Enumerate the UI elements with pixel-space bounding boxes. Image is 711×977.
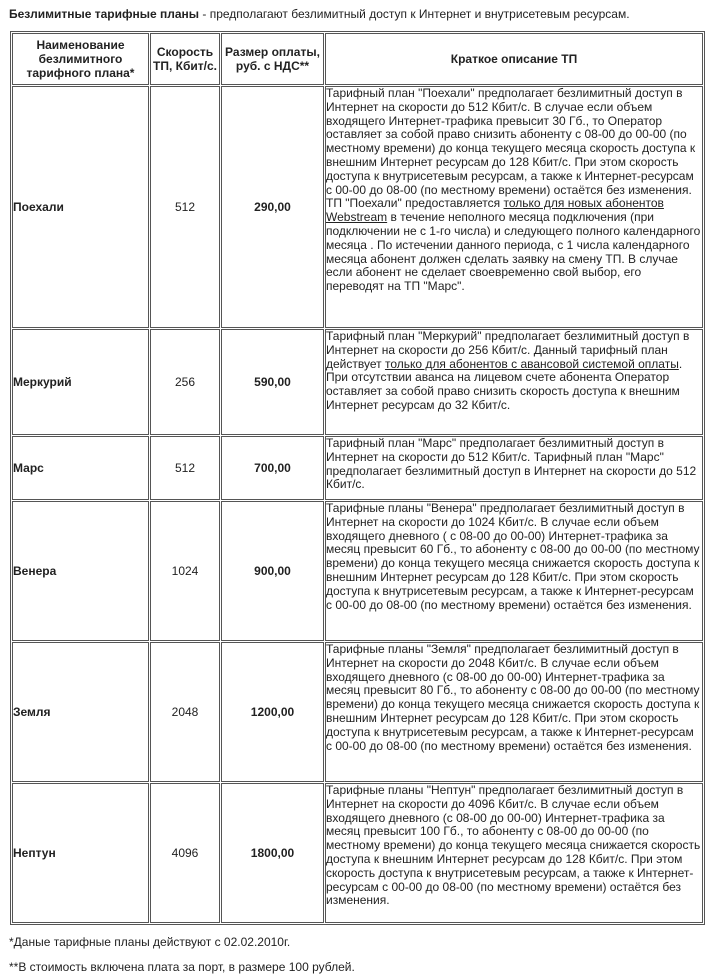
plan-speed: 512 [150,436,220,500]
plan-name: Меркурий [12,329,149,435]
plan-name: Венера [12,501,149,641]
footnote-price: **В стоимость включена плата за порт, в размере 100 рублей. [9,960,355,974]
plan-description [325,642,703,782]
desc-text: Тарифные планы "Венера" предполагает безлимитный доступ в Интернет на скорости до 1024 Кбит/с. В случае если объем входящего дневного ( с 08-00 до 00-00) Интернет-трафика за месяц превысит 60 Гб., то абоненту с 08-00 до 00-00 (по местному времени) до конца текущего месяца снижается скорость доступа к внешним Интернет ресурсам до 128 Кбит/с. При этом скорость доступа к внутрисетевым ресурсам, а также к Интернет-ресурсам с 00-00 до 08-00 (по местному времени) остаётся без изменения. [326,501,700,612]
plan-description [325,436,703,500]
plan-speed: 4096 [150,783,220,923]
table-header-row [12,33,703,85]
plan-speed: 2048 [150,642,220,782]
plan-price: 700,00 [221,436,324,500]
desc-text: Тарифный план "Меркурий" предполагает безлимитный доступ в Интернет на скорости до 256 Кбит/с. Данный тарифный план действует [326,329,690,371]
header-description: Краткое описание ТП [325,33,703,85]
desc-underlined: только для абонентов с авансовой системой оплаты [384,356,679,371]
heading-subtitle: - предполагают безлимитный доступ к Интернет и внутрисетевым ресурсам. [199,7,630,21]
desc-text: Тарифный план "Поехали" предполагает безлимитный доступ в Интернет на скорости до 512 Кбит/с. В случае если объем входящего Интернет-трафика превысит 30 Гб., то Оператор оставляет за собой право снизить абоненту с 08-00 до 00-00 (по местному времени) до конца текущего месяца скорость доступа к внешним Интернет ресурсам до 128 Кбит/с. При этом скорость доступа к внутрисетевым ресурсам, а также к Интернет-ресурсам с 00-00 до 08-00 (по местному времени) остаётся без изменения. ТП "Поехали" предоставляется [326,86,696,211]
table-row [12,642,703,782]
plan-description [325,501,703,641]
plan-name: Нептун [12,783,149,923]
page-heading [9,6,709,22]
plan-price: 1200,00 [221,642,324,782]
plan-description [325,86,703,328]
plan-speed: 256 [150,329,220,435]
desc-text: Тарифные планы "Земля" предполагает безлимитный доступ в Интернет на скорости до 2048 Кбит/с. В случае если объем входящего дневного (с 08-00 до 00-00) Интернет-трафика за месяц превысит 80 Гб., то абоненту с 08-00 до 00-00 (по местному времени) до конца текущего месяца снижается скорость доступа к внешним Интернет ресурсам до 128 Кбит/с. При этом скорость доступа к внутрисетевым ресурсам, а также к Интернет-ресурсам с 00-00 до 08-00 (по местному времени) остаётся без изменения. [326,642,700,753]
desc-underlined: только для новых абонентов Webstream [326,196,664,225]
plan-price: 900,00 [221,501,324,641]
plan-speed: 512 [150,86,220,328]
plan-speed: 1024 [150,501,220,641]
header-speed: Скорость ТП, Кбит/с. [150,33,220,85]
table-row [12,86,703,328]
desc-text: в течение неполного месяца подключения (при подключении не с 1-го числа) и следующего полного календарного месяца . По истечении данного периода, с 1 числа календарного месяца абонент должен сделать заявку на смену ТП. В случае если абонент не сделает своевременно свой выбор, его переводят на ТП "Марс". [326,210,701,294]
table-row [12,783,703,923]
plan-name: Поехали [12,86,149,328]
plan-price: 290,00 [221,86,324,328]
desc-text: . При отсутствии аванса на лицевом счете абонента Оператор оставляет за собой право снизить скорость доступа к внешним Интернет ресурсам до 32 Кбит/с. [326,356,683,412]
plan-description [325,783,703,923]
tariff-table [10,31,705,925]
footnote-dates: *Даные тарифные планы действуют с 02.02.2010г. [9,935,291,949]
plan-price: 590,00 [221,329,324,435]
plan-name: Земля [12,642,149,782]
plan-description [325,329,703,435]
table-row [12,436,703,500]
table-row [12,501,703,641]
header-price: Размер оплаты, руб. с НДС** [221,33,324,85]
header-plan-name: Наименование безлимитного тарифного плана* [12,33,149,85]
desc-text: Тарифные планы "Нептун" предполагает безлимитный доступ в Интернет на скорости до 4096 Кбит/с. В случае если объем входящего дневного (с 08-00 до 00-00) Интернет-трафика за месяц превысит 100 Гб., то абоненту с 08-00 до 00-00 (по местному времени) до конца текущего месяца снижается скорость доступа к внешним Интернет ресурсам до 128 Кбит/с. При этом скорость доступа к внутрисетевым ресурсам, а также к Интернет-ресурсам с 00-00 до 08-00 (по местному времени) остаётся без изменения. [326,783,701,908]
heading-title: Безлимитные тарифные планы [9,7,200,21]
plan-price: 1800,00 [221,783,324,923]
desc-text: Тарифный план "Марс" предполагает безлимитный доступ в Интернет на скорости до 512 Кбит/с. Тарифный план "Марс" предполагает безлимитный доступ в Интернет на скорости до 512 Кбит/с. [326,436,697,492]
table-row [12,329,703,435]
plan-name: Марс [12,436,149,500]
